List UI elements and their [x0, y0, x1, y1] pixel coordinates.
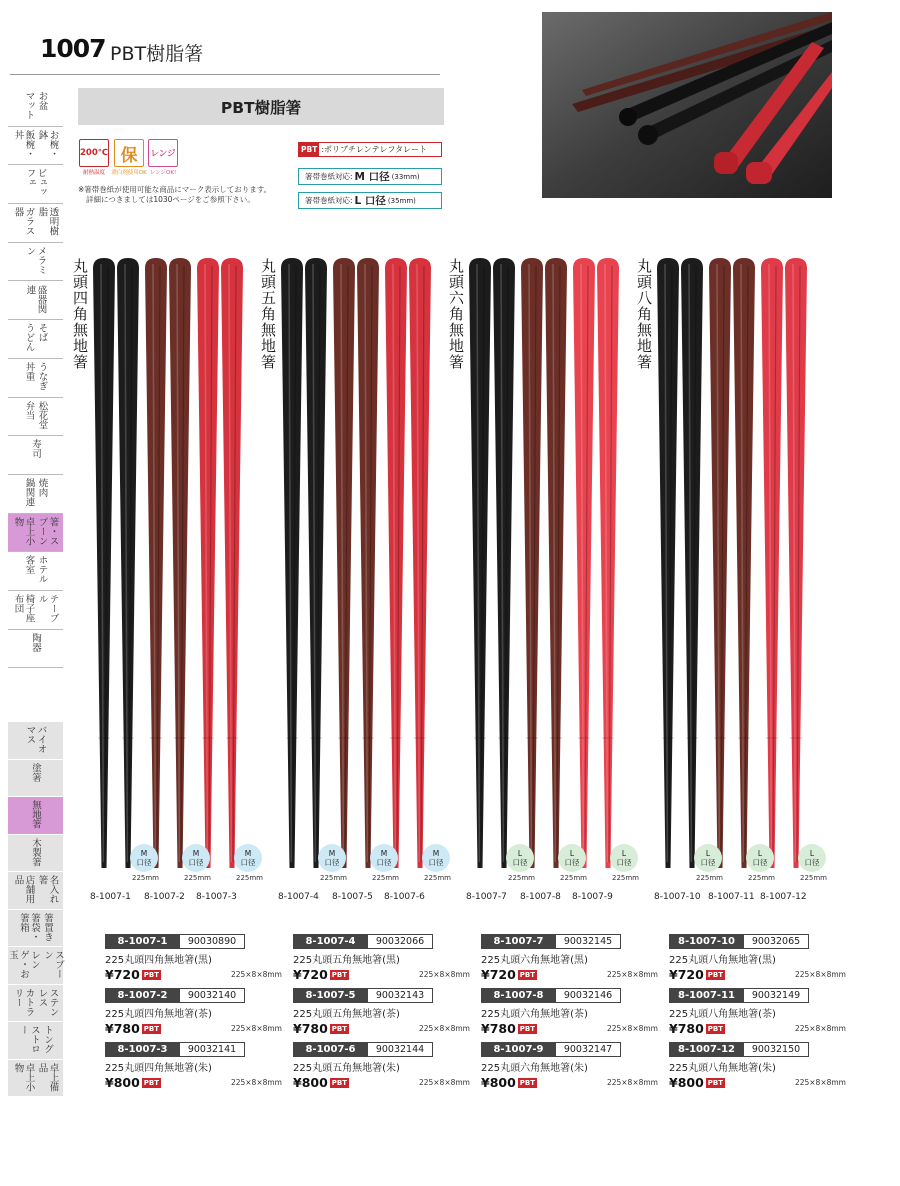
badge-label: 口径 [616, 858, 632, 867]
length-label: 225mm [424, 874, 451, 882]
pbt-badge: PBT [707, 1024, 724, 1033]
sidebar-tab-label: スプーン [42, 950, 64, 979]
chopstick-body [709, 258, 731, 868]
jan-code: 90032146 [556, 988, 621, 1003]
jan-code: 90032150 [744, 1042, 809, 1057]
product-code: 8-1007-4 [293, 934, 368, 949]
product-price: ¥780 [105, 1021, 140, 1036]
icon-caption: 耐熱温度 [82, 170, 105, 176]
pbt-badge: PBT [519, 1024, 536, 1033]
product-code-label: 8-1007-6 [384, 892, 425, 902]
product-size: 225×8×8mm [230, 1024, 282, 1033]
product-price: ¥780 [481, 1021, 516, 1036]
chopstick-body [117, 258, 139, 868]
pbt-badge: PBT [519, 1078, 536, 1087]
product-codes [105, 1042, 290, 1057]
chopstick-body [733, 258, 755, 868]
product-code: 8-1007-7 [481, 934, 556, 949]
length-label: 225mm [612, 874, 639, 882]
sidebar-tab-label: 丼重 [23, 361, 35, 381]
product-size: 225×8×8mm [418, 1024, 470, 1033]
sidebar-tab-label: お椀・鉢 [36, 129, 59, 159]
price-row [481, 1021, 666, 1036]
badge-size: M [380, 849, 388, 858]
sidebar-tab-label: テーブル [36, 594, 59, 623]
chopstick [197, 258, 219, 868]
pbt-badge: PBT [331, 1024, 348, 1033]
pbt-badge: PBT [707, 970, 724, 979]
product-code-label: 8-1007-12 [760, 892, 807, 902]
product-code: 8-1007-5 [293, 988, 368, 1003]
product-code-label: 8-1007-5 [332, 892, 373, 902]
pbt-badge: PBT [143, 1078, 160, 1087]
chopstick [493, 258, 515, 868]
product-code: 8-1007-9 [481, 1042, 556, 1057]
length-label: 225mm [372, 874, 399, 882]
length-label: 225mm [508, 874, 535, 882]
sidebar-tab-label: 弁当 [23, 400, 35, 420]
badge-size: L [517, 849, 523, 858]
pbt-badge: PBT [331, 1078, 348, 1087]
sidebar-tab-label: 飯椀・丼 [12, 129, 35, 159]
product-code: 8-1007-2 [105, 988, 180, 1003]
chopstick-body [333, 258, 355, 868]
badge-label: 口径 [564, 858, 580, 867]
sidebar-tab-label: 寿司 [30, 439, 41, 459]
sidebar-tab-label: レンゲ・お玉 [7, 950, 40, 979]
product-codes [481, 1042, 666, 1057]
badge-label: 口径 [804, 858, 820, 867]
sidebar-tab-label: マット [23, 91, 35, 120]
product-size: 225×8×8mm [794, 970, 846, 979]
jan-code: 90032147 [556, 1042, 621, 1057]
price-row [105, 967, 290, 982]
product-size: 225×8×8mm [794, 1078, 846, 1087]
product-size: 225×8×8mm [230, 1078, 282, 1087]
chopstick [761, 258, 783, 868]
product-name: 225丸頭五角無地箸(朱) [293, 1063, 400, 1074]
price-row [481, 967, 666, 982]
jan-code: 90032066 [368, 934, 433, 949]
sidebar-tab-label: そば [36, 323, 48, 343]
icon-text: レンジ [150, 149, 176, 159]
product-codes [105, 934, 290, 949]
size-badge [234, 844, 262, 872]
badge-label: 口径 [188, 858, 204, 867]
product-name: 225丸頭四角無地箸(朱) [105, 1063, 212, 1074]
group-title: 丸頭六角無地箸 [447, 258, 465, 370]
band-mm: (35mm) [387, 196, 416, 205]
chopstick-body [657, 258, 679, 868]
product-size: 225×8×8mm [794, 1024, 846, 1033]
band-size: M 口径 [354, 171, 390, 183]
badge-size: L [809, 849, 815, 858]
jan-code: 90032143 [368, 988, 433, 1003]
jan-code: 90030890 [180, 934, 245, 949]
sidebar-tab-label: ストロー [18, 1025, 40, 1054]
badge-label: 口径 [700, 858, 716, 867]
length-label: 225mm [560, 874, 587, 882]
chopstick-body [93, 258, 115, 868]
chopstick [409, 258, 431, 868]
product-name: 225丸頭八角無地箸(黒) [669, 955, 776, 966]
chopstick [221, 258, 243, 868]
sidebar-tab-label: メラミン [24, 245, 47, 275]
chopstick-body [409, 258, 431, 868]
badge-label: 口径 [324, 858, 340, 867]
chopstick-body [197, 258, 219, 868]
chopstick-body [521, 258, 543, 868]
badge-label: 口径 [376, 858, 392, 867]
price-row [669, 1021, 854, 1036]
product-name: 225丸頭四角無地箸(茶) [105, 1009, 212, 1020]
chopstick [521, 258, 543, 868]
page-title: PBT樹脂箸 [110, 43, 204, 65]
sidebar-tab-label: 椅子座布団 [12, 594, 35, 623]
chopstick [169, 258, 191, 868]
product-codes [293, 988, 478, 1003]
icon-text: 200℃ [79, 148, 109, 158]
chopstick [281, 258, 303, 868]
product-entry[interactable] [293, 1042, 478, 1090]
icon-caption: レンジOK! [149, 170, 177, 176]
jan-code: 90032141 [180, 1042, 245, 1057]
product-code-label: 8-1007-2 [144, 892, 185, 902]
chopstick-body [169, 258, 191, 868]
product-codes [669, 934, 854, 949]
product-code: 8-1007-1 [105, 934, 180, 949]
chopstick-body [681, 258, 703, 868]
chopstick [145, 258, 167, 868]
product-name: 225丸頭六角無地箸(朱) [481, 1063, 588, 1074]
product-size: 225×8×8mm [606, 1078, 658, 1087]
length-label: 225mm [184, 874, 211, 882]
sidebar-tab-label: 焼肉 [36, 478, 48, 497]
material-text: :ポリブチレンテレフタレート [321, 145, 427, 154]
price-row [105, 1075, 290, 1090]
note-line-2: 詳細につきましては1030ページをご参照下さい。 [86, 195, 255, 204]
product-entry[interactable] [669, 1042, 854, 1090]
badge-label: 口径 [512, 858, 528, 867]
sidebar-tab-label: お盆 [36, 91, 48, 110]
sidebar-tab-label: 透明樹脂 [36, 207, 59, 236]
chopstick [709, 258, 731, 868]
product-code: 8-1007-10 [669, 934, 744, 949]
sidebar-tab-label: ビュッフェ [24, 168, 47, 197]
product-size: 225×8×8mm [606, 1024, 658, 1033]
product-price: ¥720 [669, 967, 704, 982]
size-badge [370, 844, 398, 872]
pbt-badge: PBT [143, 1024, 160, 1033]
pbt-badge: PBT [143, 970, 160, 979]
product-size: 225×8×8mm [418, 970, 470, 979]
chopstick [117, 258, 139, 868]
product-code-label: 8-1007-10 [654, 892, 701, 902]
chopstick [385, 258, 407, 868]
chopstick-body [573, 258, 595, 868]
band-prefix: 箸帯巻紙対応: [305, 172, 353, 181]
chopstick-body [493, 258, 515, 868]
product-name: 225丸頭八角無地箸(朱) [669, 1063, 776, 1074]
product-name: 225丸頭五角無地箸(茶) [293, 1009, 400, 1020]
badge-label: 口径 [240, 858, 256, 867]
sidebar-tab-label: ステンレス [36, 987, 59, 1016]
band-prefix: 箸帯巻紙対応: [305, 196, 353, 205]
badge-size: L [569, 849, 575, 858]
product-code: 8-1007-6 [293, 1042, 368, 1057]
product-entry[interactable] [669, 934, 854, 982]
sidebar-tab-label: 店舗用品 [12, 875, 35, 904]
chopstick [469, 258, 491, 868]
sidebar-tab-label: 卓上小物 [12, 1062, 35, 1091]
sidebar-tab[interactable] [8, 1022, 63, 1060]
chopstick [573, 258, 595, 868]
size-badge [798, 844, 826, 872]
badge-size: L [705, 849, 711, 858]
product-price: ¥800 [293, 1075, 328, 1090]
product-size: 225×8×8mm [230, 970, 282, 979]
product-name: 225丸頭六角無地箸(黒) [481, 955, 588, 966]
jan-code: 90032145 [556, 934, 621, 949]
product-price: ¥800 [481, 1075, 516, 1090]
chopstick [597, 258, 619, 868]
chopstick-body [305, 258, 327, 868]
size-badge [422, 844, 450, 872]
size-badge [694, 844, 722, 872]
size-badge [610, 844, 638, 872]
badge-size: M [432, 849, 440, 858]
chopstick-body [145, 258, 167, 868]
sidebar-tab-label: 陶器 [30, 632, 41, 652]
chopstick-body [761, 258, 783, 868]
sidebar-tab-label: 盛器関連 [24, 284, 47, 313]
product-code-label: 8-1007-4 [278, 892, 319, 902]
product-name: 225丸頭五角無地箸(黒) [293, 955, 400, 966]
product-price: ¥720 [105, 967, 140, 982]
price-row [105, 1021, 290, 1036]
product-code: 8-1007-3 [105, 1042, 180, 1057]
sidebar-tab-label: 卓上小物 [12, 516, 35, 546]
sidebar-tab-label: ホテル [36, 555, 48, 584]
sidebar-tab-label: 卓上備品 [36, 1062, 59, 1091]
product-code: 8-1007-11 [669, 988, 744, 1003]
product-name: 225丸頭八角無地箸(茶) [669, 1009, 776, 1020]
badge-label: 口径 [428, 858, 444, 867]
sidebar-tab-label: 箸置き [42, 912, 53, 941]
product-code-label: 8-1007-11 [708, 892, 755, 902]
chopstick [93, 258, 115, 868]
group-title: 丸頭八角無地箸 [635, 258, 653, 370]
product-price: ¥720 [293, 967, 328, 982]
sidebar-tab-label: 箸袋・箸箱 [18, 912, 40, 941]
chopstick [545, 258, 567, 868]
product-price: ¥780 [669, 1021, 704, 1036]
sidebar-tab-label: 箸・スプーン [36, 516, 59, 546]
chopstick [305, 258, 327, 868]
product-entry[interactable] [105, 988, 290, 1036]
sidebar-tab-label: トング [42, 1025, 53, 1054]
price-row [481, 1075, 666, 1090]
jan-code: 90032149 [744, 988, 809, 1003]
product-entry[interactable] [105, 934, 290, 982]
product-size: 225×8×8mm [418, 1078, 470, 1087]
chopstick [657, 258, 679, 868]
price-row [669, 1075, 854, 1090]
band-size: L 口径 [354, 195, 386, 207]
chopstick [733, 258, 755, 868]
product-codes [293, 934, 478, 949]
sidebar-tab[interactable] [8, 910, 63, 948]
chopstick-body [597, 258, 619, 868]
product-price: ¥720 [481, 967, 516, 982]
product-codes [481, 934, 666, 949]
product-price: ¥800 [669, 1075, 704, 1090]
size-badge [318, 844, 346, 872]
badge-label: 口径 [752, 858, 768, 867]
sidebar-tab-label: 鍋関連 [23, 478, 35, 507]
chopstick [357, 258, 379, 868]
length-label: 225mm [320, 874, 347, 882]
sidebar-tab-label: バイオマス [24, 725, 47, 754]
product-code-label: 8-1007-8 [520, 892, 561, 902]
product-code-label: 8-1007-9 [572, 892, 613, 902]
badge-size: M [328, 849, 336, 858]
chopstick [785, 258, 807, 868]
chopstick [681, 258, 703, 868]
length-label: 225mm [800, 874, 827, 882]
jan-code: 90032140 [180, 988, 245, 1003]
chopstick-body [469, 258, 491, 868]
sidebar-tab-label: 木製箸 [30, 837, 41, 866]
product-entry[interactable] [669, 988, 854, 1036]
product-size: 225×8×8mm [606, 970, 658, 979]
product-codes [105, 988, 290, 1003]
sidebar-tab[interactable] [8, 1060, 63, 1098]
sidebar-tab-label: 松花堂 [36, 400, 48, 430]
chopstick [333, 258, 355, 868]
chopstick-body [385, 258, 407, 868]
pbt-tag: PBT [301, 145, 318, 154]
product-codes [293, 1042, 478, 1057]
chopstick-body [785, 258, 807, 868]
badge-size: L [757, 849, 763, 858]
section-title: PBT樹脂箸 [220, 98, 302, 117]
sidebar-tab-label: カトラリー [12, 987, 35, 1016]
note-line-1: ※箸帯巻紙が使用可能な商品にマーク表示しております。 [78, 185, 272, 194]
badge-size: M [192, 849, 200, 858]
pbt-badge: PBT [331, 970, 348, 979]
page-number: 1007 [40, 34, 106, 63]
product-code-label: 8-1007-3 [196, 892, 237, 902]
product-code: 8-1007-8 [481, 988, 556, 1003]
price-row [293, 1021, 478, 1036]
sidebar-tab-label: 塗箸 [30, 762, 41, 782]
product-price: ¥800 [105, 1075, 140, 1090]
size-badge [558, 844, 586, 872]
product-code-label: 8-1007-7 [466, 892, 507, 902]
chopstick-body [281, 258, 303, 868]
length-label: 225mm [748, 874, 775, 882]
product-name: 225丸頭四角無地箸(黒) [105, 955, 212, 966]
chopstick-body [221, 258, 243, 868]
product-name: 225丸頭六角無地箸(茶) [481, 1009, 588, 1020]
price-row [669, 967, 854, 982]
jan-code: 90032065 [744, 934, 809, 949]
price-row [293, 1075, 478, 1090]
icon-caption: 漂白剤使用OK [111, 170, 147, 176]
icon-text: 保 [120, 145, 138, 166]
sidebar-tab-label: ガラス器 [12, 207, 35, 236]
sidebar-tab-label: 客室 [23, 555, 35, 575]
size-badge [182, 844, 210, 872]
product-entry[interactable] [481, 1042, 666, 1090]
length-label: 225mm [132, 874, 159, 882]
length-label: 225mm [696, 874, 723, 882]
chopstick-body [545, 258, 567, 868]
price-row [293, 967, 478, 982]
size-badge [130, 844, 158, 872]
product-entry[interactable] [105, 1042, 290, 1090]
size-badge [746, 844, 774, 872]
badge-size: M [244, 849, 252, 858]
sidebar-tab[interactable] [8, 985, 63, 1023]
size-badge [506, 844, 534, 872]
pbt-badge: PBT [519, 970, 536, 979]
band-mm: (33mm) [391, 172, 420, 181]
badge-label: 口径 [136, 858, 152, 867]
badge-size: M [140, 849, 148, 858]
pbt-badge: PBT [707, 1078, 724, 1087]
length-label: 225mm [236, 874, 263, 882]
product-price: ¥780 [293, 1021, 328, 1036]
product-code-label: 8-1007-1 [90, 892, 131, 902]
product-entry[interactable] [293, 934, 478, 982]
product-codes [481, 988, 666, 1003]
badge-size: L [621, 849, 627, 858]
product-code: 8-1007-12 [669, 1042, 744, 1057]
sidebar-tab-label: うどん [23, 323, 35, 352]
group-title: 丸頭四角無地箸 [71, 258, 89, 370]
chopstick-body [357, 258, 379, 868]
jan-code: 90032144 [368, 1042, 433, 1057]
product-entry[interactable] [481, 934, 666, 982]
group-title: 丸頭五角無地箸 [259, 258, 277, 370]
product-entry[interactable] [293, 988, 478, 1036]
sidebar-tab[interactable] [8, 947, 63, 985]
sidebar-tab-label: 名入れ箸 [36, 875, 59, 904]
product-codes [669, 1042, 854, 1057]
sidebar-tab-label: うなぎ [36, 361, 48, 391]
sidebar-tab-label: 無地箸 [30, 800, 41, 829]
product-entry[interactable] [481, 988, 666, 1036]
product-codes [669, 988, 854, 1003]
